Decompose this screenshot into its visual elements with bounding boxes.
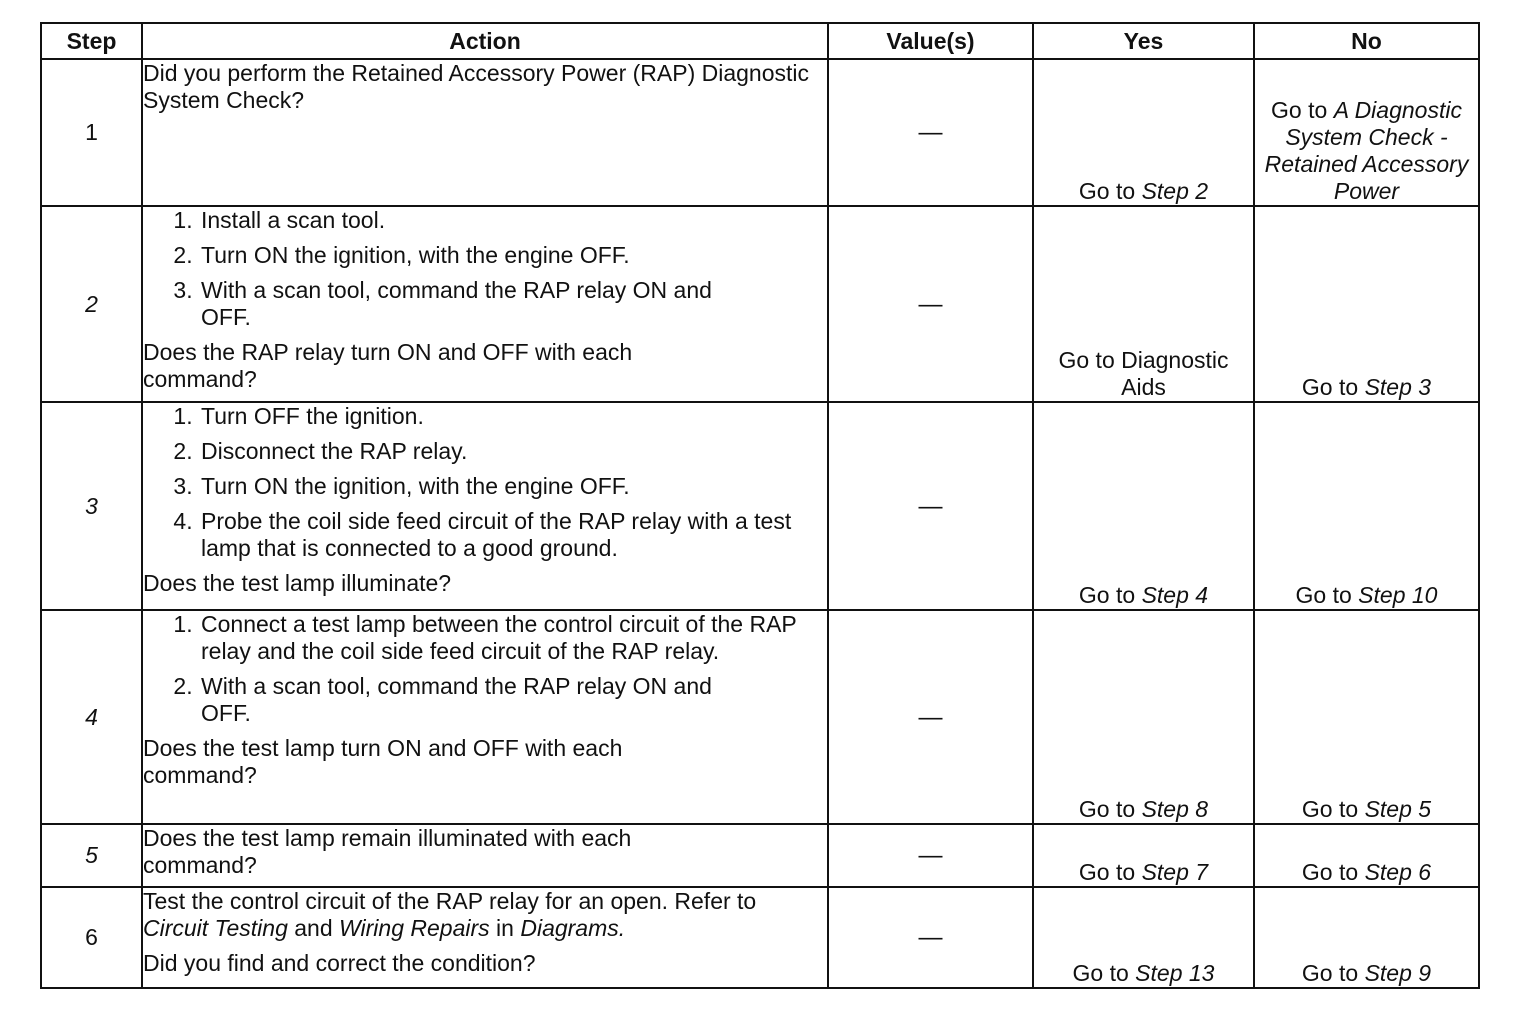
header-step: Step (41, 23, 142, 59)
instruction-text: Test the control circuit of the RAP relay for an open. Refer to (143, 888, 757, 914)
action-question: Does the test lamp turn ON and OFF with each command? (143, 735, 623, 788)
action-list (143, 207, 827, 331)
yes-cell (1033, 610, 1254, 824)
table-row-step-1 (41, 59, 1479, 206)
action-item: 1. Install a scan tool. (199, 207, 827, 234)
table-row-step-5 (41, 824, 1479, 887)
yes-step-link[interactable]: Step 8 (1141, 796, 1209, 822)
no-procedure-link[interactable]: A Diagnostic System Check - Retained Accessory Power (1264, 97, 1469, 204)
step-number: 2 (41, 206, 142, 402)
no-cell (1254, 610, 1479, 824)
no-prefix: Go to (1301, 859, 1365, 885)
action-cell (142, 206, 828, 402)
value-cell (828, 610, 1033, 824)
yes-cell (1033, 206, 1254, 402)
table-row-step-2 (41, 206, 1479, 402)
no-cell (1254, 887, 1479, 988)
action-instruction (143, 888, 827, 942)
yes-step-link[interactable]: Step 2 (1141, 178, 1209, 204)
yes-step-link[interactable]: Step 13 (1135, 960, 1215, 986)
action-cell (142, 887, 828, 988)
action-question: Did you find and correct the condition? (143, 950, 536, 976)
yes-step-link[interactable]: Step 7 (1141, 859, 1209, 885)
value-dash: — (918, 119, 943, 146)
table-row-step-6 (41, 887, 1479, 988)
action-question: Does the test lamp illuminate? (143, 570, 452, 596)
no-prefix: Go to (1301, 374, 1365, 400)
no-step-link[interactable]: Step 9 (1364, 960, 1432, 986)
yes-prefix: Go to (1072, 960, 1136, 986)
no-cell (1254, 824, 1479, 887)
yes-prefix: Go to (1078, 859, 1142, 885)
diagrams-link[interactable]: Diagrams. (520, 915, 626, 941)
header-no: No (1254, 23, 1479, 59)
step-number: 1 (41, 59, 142, 206)
no-prefix: Go to (1301, 796, 1365, 822)
yes-cell (1033, 887, 1254, 988)
step-number: 4 (41, 610, 142, 824)
yes-prefix: Go to (1078, 178, 1142, 204)
step-number: 6 (41, 887, 142, 988)
table-row-step-3 (41, 402, 1479, 610)
action-cell (142, 824, 828, 887)
no-step-link[interactable]: Step 6 (1364, 859, 1432, 885)
action-cell (142, 610, 828, 824)
action-item: 2. Turn ON the ignition, with the engine OFF. (199, 242, 827, 269)
action-question: Does the test lamp remain illuminated with each command? (143, 825, 632, 878)
wiring-repairs-link[interactable]: Wiring Repairs (339, 915, 490, 941)
step-number: 5 (41, 824, 142, 887)
header-action: Action (142, 23, 828, 59)
no-prefix: Go to (1271, 97, 1334, 123)
value-cell (828, 824, 1033, 887)
circuit-testing-link[interactable]: Circuit Testing (143, 915, 288, 941)
action-item: 2. With a scan tool, command the RAP relay ON and OFF. (199, 673, 827, 727)
value-cell (828, 887, 1033, 988)
no-prefix: Go to (1301, 960, 1365, 986)
header-row (41, 23, 1479, 59)
action-list (143, 611, 827, 727)
yes-prefix: Go to (1078, 796, 1142, 822)
action-question: Does the RAP relay turn ON and OFF with each command? (143, 339, 633, 392)
value-dash: — (918, 492, 943, 520)
value-dash: — (918, 842, 943, 869)
yes-prefix: Go to (1078, 582, 1142, 608)
yes-cell (1033, 824, 1254, 887)
header-values: Value(s) (828, 23, 1033, 59)
value-dash: — (918, 703, 943, 731)
yes-target[interactable]: Go to Diagnostic Aids (1058, 347, 1229, 400)
value-cell (828, 59, 1033, 206)
no-cell (1254, 59, 1479, 206)
yes-step-link[interactable]: Step 4 (1141, 582, 1209, 608)
header-yes: Yes (1033, 23, 1254, 59)
no-cell (1254, 206, 1479, 402)
action-item: 2. Disconnect the RAP relay. (199, 438, 827, 465)
no-prefix: Go to (1295, 582, 1359, 608)
diagnostic-table (40, 22, 1480, 989)
action-item: 1. Turn OFF the ignition. (199, 403, 827, 430)
action-item: 3. With a scan tool, command the RAP relay ON and OFF. (199, 277, 827, 331)
action-item: 1. Connect a test lamp between the control circuit of the RAP relay and the coil side feed circuit of the RAP relay. (199, 611, 827, 665)
no-step-link[interactable]: Step 10 (1358, 582, 1438, 608)
yes-cell (1033, 59, 1254, 206)
no-step-link[interactable]: Step 3 (1364, 374, 1432, 400)
no-cell (1254, 402, 1479, 610)
action-item: 4. Probe the coil side feed circuit of the RAP relay with a test lamp that is connected to a good ground. (199, 508, 827, 562)
value-cell (828, 206, 1033, 402)
action-cell (142, 59, 828, 206)
action-list (143, 403, 827, 562)
value-dash: — (918, 290, 943, 318)
yes-cell (1033, 402, 1254, 610)
action-question: Did you perform the Retained Accessory Power (RAP) Diagnostic System Check? (143, 60, 810, 113)
step-number: 3 (41, 402, 142, 610)
instruction-text: and (287, 915, 340, 941)
action-item: 3. Turn ON the ignition, with the engine OFF. (199, 473, 827, 500)
instruction-text: in (489, 915, 521, 941)
action-cell (142, 402, 828, 610)
no-step-link[interactable]: Step 5 (1364, 796, 1432, 822)
value-dash: — (918, 924, 943, 951)
table-row-step-4 (41, 610, 1479, 824)
value-cell (828, 402, 1033, 610)
